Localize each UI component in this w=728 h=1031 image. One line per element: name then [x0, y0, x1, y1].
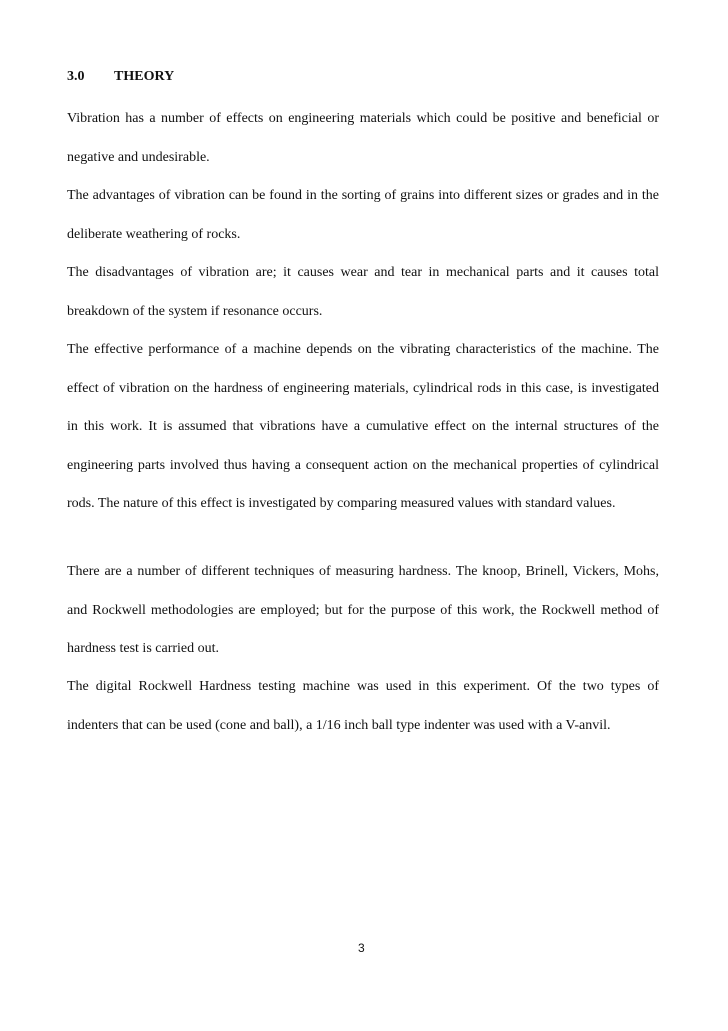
paragraph-hardness-techniques: There are a number of different techniques of measuring hardness. The knoop, Brinell, Vickers, Mohs, and Rockwell methodologies are employed; but for the purpose of this work, the Rockwell method of hardness test is carried out. — [67, 564, 659, 656]
paragraph-rockwell-machine: The digital Rockwell Hardness testing machine was used in this experiment. Of the two types of indenters that can be used (cone and ball), a 1/16 inch ball type indenter was used with a V-anvil. — [67, 679, 659, 733]
paragraph-vibration-effects: Vibration has a number of effects on engineering materials which could be positive and beneficial or negative and undesirable. — [67, 111, 659, 165]
paragraph-disadvantages: The disadvantages of vibration are; it causes wear and tear in mechanical parts and it causes total breakdown of the system if resonance occurs. — [67, 265, 659, 319]
paragraph-machine-performance: The effective performance of a machine depends on the vibrating characteristics of the machine. The effect of vibration on the hardness of engineering materials, cylindrical rods in this case, is investigated in this work. It is assumed that vibrations have a cumulative effect on the internal structures of the engineering parts involved thus having a consequent action on the mechanical properties of cylindrical rods. The nature of this effect is investigated by comparing measured values with standard values. — [67, 342, 659, 511]
paragraph-advantages: The advantages of vibration can be found in the sorting of grains into different sizes or grades and in the deliberate weathering of rocks. — [67, 188, 659, 242]
section-title: THEORY — [114, 69, 175, 84]
section-number: 3.0 — [67, 69, 85, 84]
section-heading — [67, 67, 174, 87]
page-number: 3 — [358, 941, 365, 955]
